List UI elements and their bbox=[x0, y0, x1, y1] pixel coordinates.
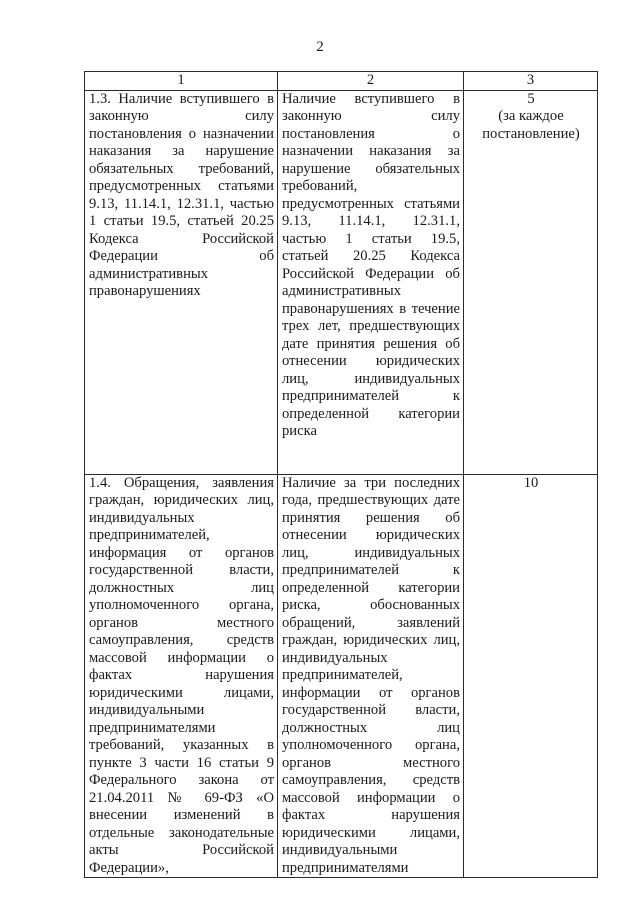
points-cell bbox=[464, 90, 598, 474]
criterion-cell bbox=[85, 474, 278, 878]
condition-cell bbox=[278, 474, 464, 878]
criterion-text: 1.4. Обращения, заявления граждан, юридических лиц, индивидуальных предпринимателей, информация от органов государственной власти, должностных лиц уполномоченного органа, органов местного самоуправления, средств массовой информации о фактах нарушения юридическими лицами, индивидуальными предпринимателями требований, указанных в пункте 3 части 16 статьи 9 Федерального закона от 21.04.2011 № 69-ФЗ «О внесении изменений в отдельные законодательные акты Российской Федерации», bbox=[89, 474, 274, 876]
condition-cell bbox=[278, 90, 464, 474]
column-header: 2 bbox=[278, 72, 464, 91]
criteria-table bbox=[84, 71, 598, 878]
criterion-text: 1.3. Наличие вступившего в законную силу постановления о назначении наказания за нарушение обязательных требований, предусмотренных статьями 9.13, 11.14.1, 12.31.1, частью 1 статьи 19.5, статьей 20.25 Кодекса Российской Федерации об административных правонарушениях bbox=[89, 90, 274, 299]
table-row bbox=[85, 474, 598, 878]
points-text: 5 (за каждое постановление) bbox=[482, 90, 580, 142]
points-text: 10 bbox=[523, 474, 539, 491]
condition-text: Наличие вступившего в законную силу постановления о назначении наказания за нарушение обязательных требований, предусмотренных статьями 9.13, 11.14.1, 12.31.1, частью 1 статьи 19.5, статьей 20.25 Кодекса Российской Федерации об административных правонарушениях в течение трех лет, предшествующих дате принятия решения об отнесении юридических лиц, индивидуальных предпринимателей к определенной категории риска bbox=[282, 90, 460, 439]
column-header: 1 bbox=[85, 72, 278, 91]
condition-text: Наличие за три последних года, предшествующих дате принятия решения об отнесении юридических лиц, индивидуальных предпринимателей к определенной категории риска, обоснованных обращений, заявлений граждан, юридических лиц, индивидуальных предпринимателей, информации от органов государственной власти, должностных лиц уполномоченного органа, органов местного самоуправления, средств массовой информации о фактах нарушения юридическими лицами, индивидуальными предпринимателями bbox=[282, 474, 460, 876]
page-number: 2 bbox=[316, 39, 324, 55]
column-header: 3 bbox=[464, 72, 598, 91]
criterion-cell bbox=[85, 90, 278, 474]
points-cell bbox=[464, 474, 598, 878]
table-row bbox=[85, 90, 598, 474]
table-header-row bbox=[85, 72, 598, 91]
